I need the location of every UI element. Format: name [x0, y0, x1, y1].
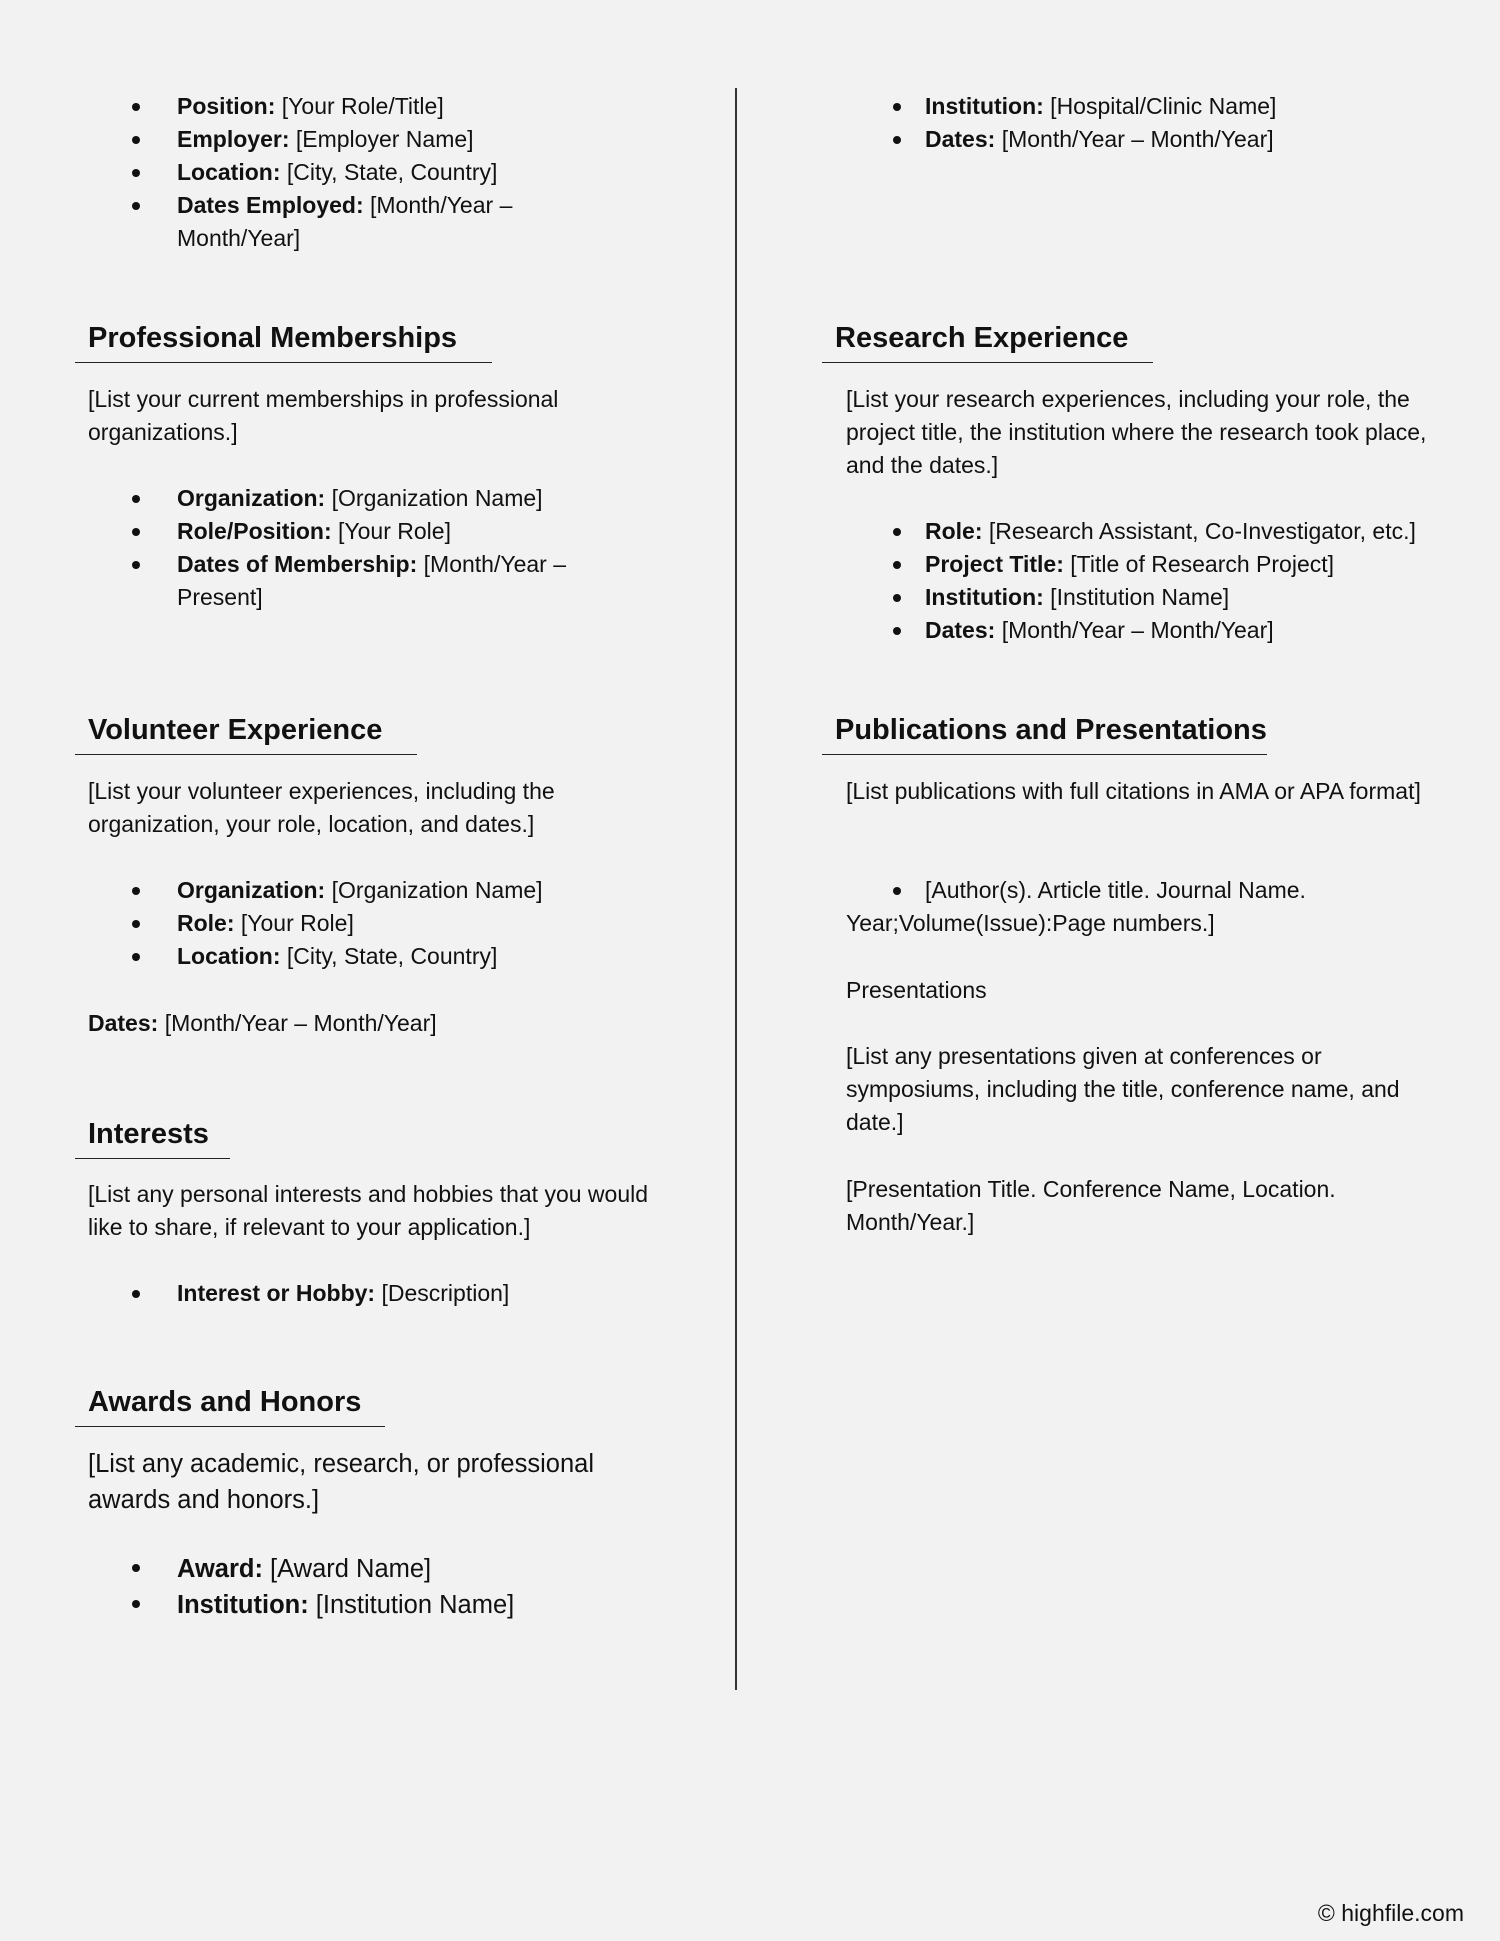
- volunteer-intro: [List your volunteer experiences, including the organization, your role, location, and dates.]: [88, 778, 555, 837]
- list-item: Employer: [Employer Name]: [75, 123, 545, 156]
- research-heading: Research Experience: [822, 318, 1153, 363]
- list-item: Organization: [Organization Name]: [75, 874, 635, 907]
- employment-list: [75, 90, 545, 255]
- publications-intro: [List publications with full citations in AMA or APA format]: [846, 778, 1421, 804]
- column-divider: [735, 88, 737, 1690]
- list-item: Location: [City, State, Country]: [75, 156, 545, 189]
- list-item: Location: [City, State, Country]: [75, 940, 635, 973]
- volunteer-section: [75, 710, 417, 755]
- clinical-list: [822, 90, 1462, 156]
- publications-section: [822, 710, 1267, 755]
- list-item: Institution: [Institution Name]: [75, 1587, 635, 1623]
- list-item: Dates: [Month/Year – Month/Year]: [822, 123, 1462, 156]
- list-item: Project Title: [Title of Research Project]: [822, 548, 1462, 581]
- citation-continuation: Year;Volume(Issue):Page numbers.]: [846, 910, 1215, 936]
- awards-list: [75, 1551, 635, 1623]
- list-item: Institution: [Institution Name]: [822, 581, 1462, 614]
- memberships-heading: Professional Memberships: [75, 318, 492, 363]
- list-item: Interest or Hobby: [Description]: [75, 1277, 635, 1310]
- list-item: Dates: [Month/Year – Month/Year]: [822, 614, 1462, 647]
- publications-heading: Publications and Presentations: [822, 710, 1267, 755]
- list-item: [Author(s). Article title. Journal Name.: [822, 874, 1462, 907]
- memberships-intro: [List your current memberships in professional organizations.]: [88, 386, 559, 445]
- list-item: Position: [Your Role/Title]: [75, 90, 545, 123]
- list-item: Institution: [Hospital/Clinic Name]: [822, 90, 1462, 123]
- research-intro: [List your research experiences, including your role, the project title, the institution where the research took place, and the dates.]: [846, 386, 1427, 478]
- list-item: Dates Employed: [Month/Year – Month/Year]: [75, 189, 545, 255]
- interests-heading: Interests: [75, 1114, 230, 1159]
- volunteer-heading: Volunteer Experience: [75, 710, 417, 755]
- interests-section: [75, 1114, 230, 1159]
- footer-copyright: © highfile.com: [1317, 1900, 1464, 1926]
- awards-section: [75, 1382, 385, 1427]
- memberships-list: [75, 482, 605, 614]
- volunteer-list: [75, 874, 635, 973]
- presentations-label: Presentations: [846, 977, 987, 1003]
- volunteer-dates: Dates: [Month/Year – Month/Year]: [88, 1010, 437, 1036]
- memberships-section: [75, 318, 492, 363]
- awards-intro: [List any academic, research, or professional awards and honors.]: [88, 1450, 594, 1514]
- citation-list: [822, 874, 1462, 907]
- list-item: Organization: [Organization Name]: [75, 482, 605, 515]
- interests-list: [75, 1277, 635, 1310]
- list-item: Award: [Award Name]: [75, 1551, 635, 1587]
- presentations-intro: [List any presentations given at conferences or symposiums, including the title, conference name, and date.]: [846, 1043, 1400, 1135]
- list-item: Role/Position: [Your Role]: [75, 515, 605, 548]
- research-list: [822, 515, 1462, 647]
- list-item: Dates of Membership: [Month/Year – Present]: [75, 548, 605, 614]
- presentation-example: [Presentation Title. Conference Name, Location. Month/Year.]: [846, 1176, 1336, 1235]
- interests-intro: [List any personal interests and hobbies that you would like to share, if relevant to your application.]: [88, 1181, 649, 1240]
- research-section: [822, 318, 1153, 363]
- list-item: Role: [Your Role]: [75, 907, 635, 940]
- awards-heading: Awards and Honors: [75, 1382, 385, 1427]
- list-item: Role: [Research Assistant, Co-Investigator, etc.]: [822, 515, 1462, 548]
